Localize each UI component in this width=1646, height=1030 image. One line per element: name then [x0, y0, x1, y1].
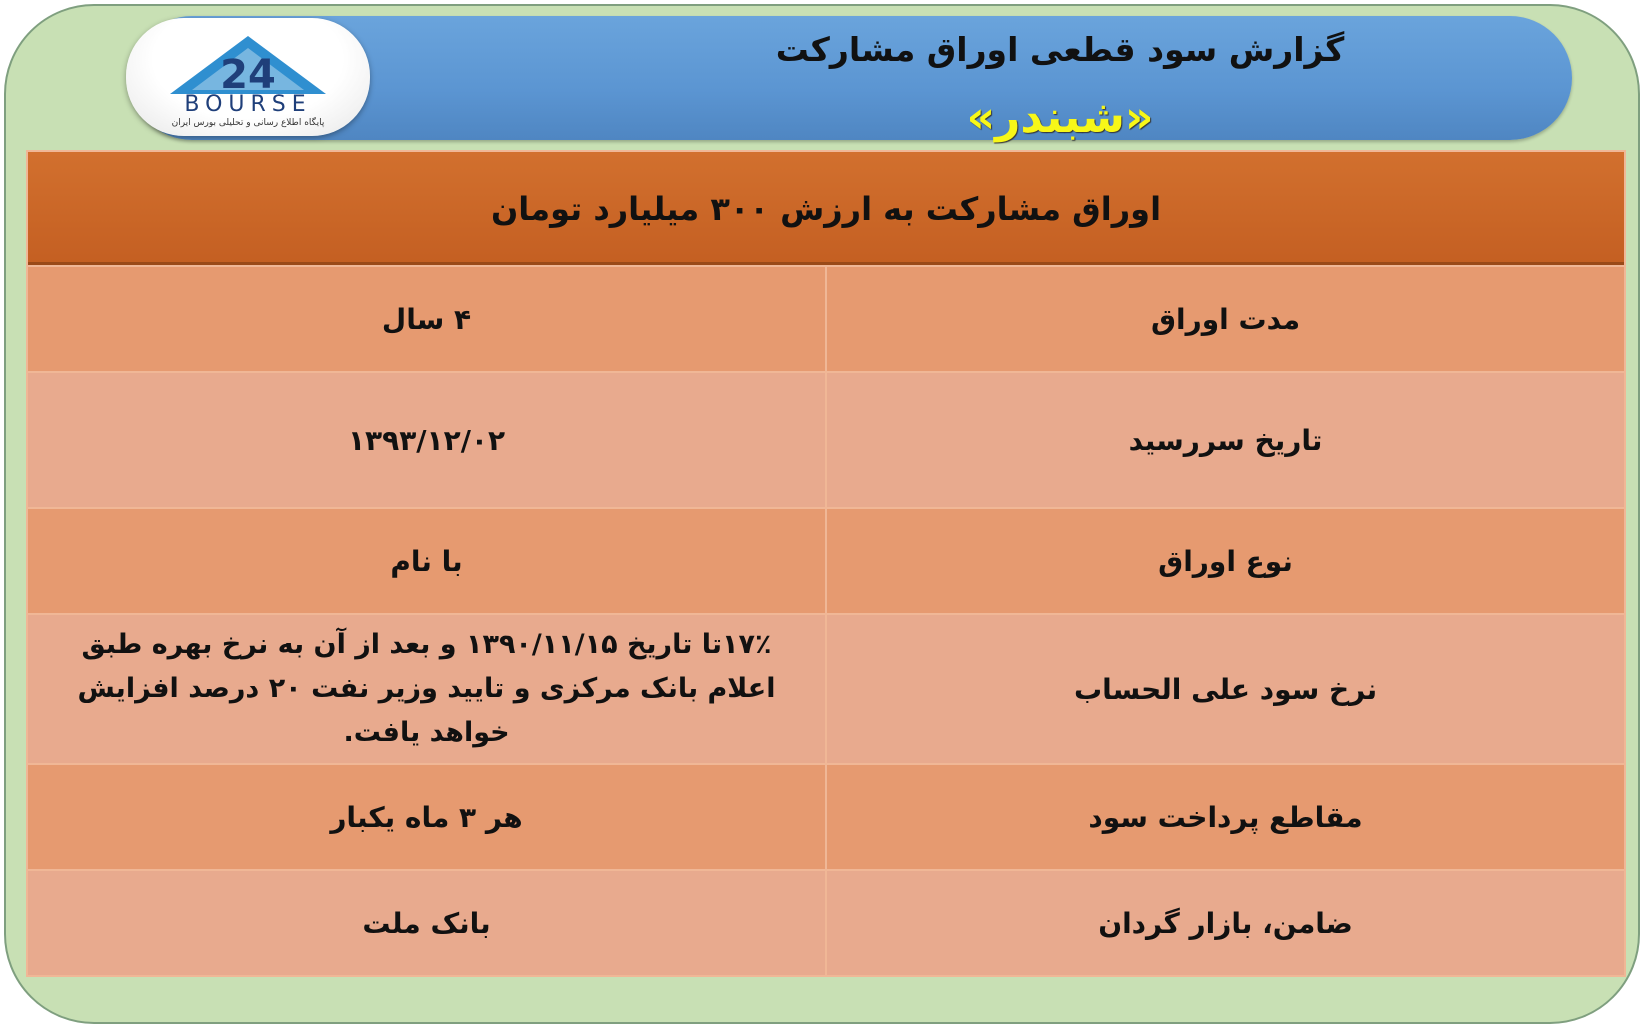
logo-wordmark: BOURSE [184, 92, 312, 117]
bond-details-table [26, 150, 1626, 977]
report-title: گزارش سود قطعی اوراق مشارکت [775, 30, 1345, 69]
company-name: «شبندر» [966, 92, 1154, 143]
bourse-triangle-icon [166, 34, 330, 96]
row-value: با نام [27, 508, 826, 614]
row-label: تاریخ سررسید [826, 372, 1625, 508]
logo-tagline: پایگاه اطلاع رسانی و تحلیلی بورس ایران [171, 118, 325, 128]
table-row [27, 508, 1625, 614]
row-value: ۱۷٪تا تاریخ ۱۳۹۰/۱۱/۱۵ و بعد از آن به نرخ بهره طبق اعلام بانک مرکزی و تایید وزیر نفت ۲۰ درصد افزایش خواهد یافت. [27, 614, 826, 764]
row-label: ضامن، بازار گردان [826, 870, 1625, 976]
row-value: ۴ سال [27, 266, 826, 372]
row-value: بانک ملت [27, 870, 826, 976]
row-value: هر ۳ ماه یکبار [27, 764, 826, 870]
bourse-logo [126, 18, 370, 136]
table-row [27, 870, 1625, 976]
row-label: نرخ سود علی الحساب [826, 614, 1625, 764]
table-row [27, 764, 1625, 870]
table-row [27, 372, 1625, 508]
row-label: مدت اوراق [826, 266, 1625, 372]
row-label: مقاطع پرداخت سود [826, 764, 1625, 870]
table-row [27, 266, 1625, 372]
row-value: ۱۳۹۳/۱۲/۰۲ [27, 372, 826, 508]
table-row [27, 614, 1625, 764]
table-header: اوراق مشارکت به ارزش ۳۰۰ میلیارد تومان [27, 151, 1625, 266]
row-label: نوع اوراق [826, 508, 1625, 614]
svg-text:24: 24 [220, 52, 276, 96]
